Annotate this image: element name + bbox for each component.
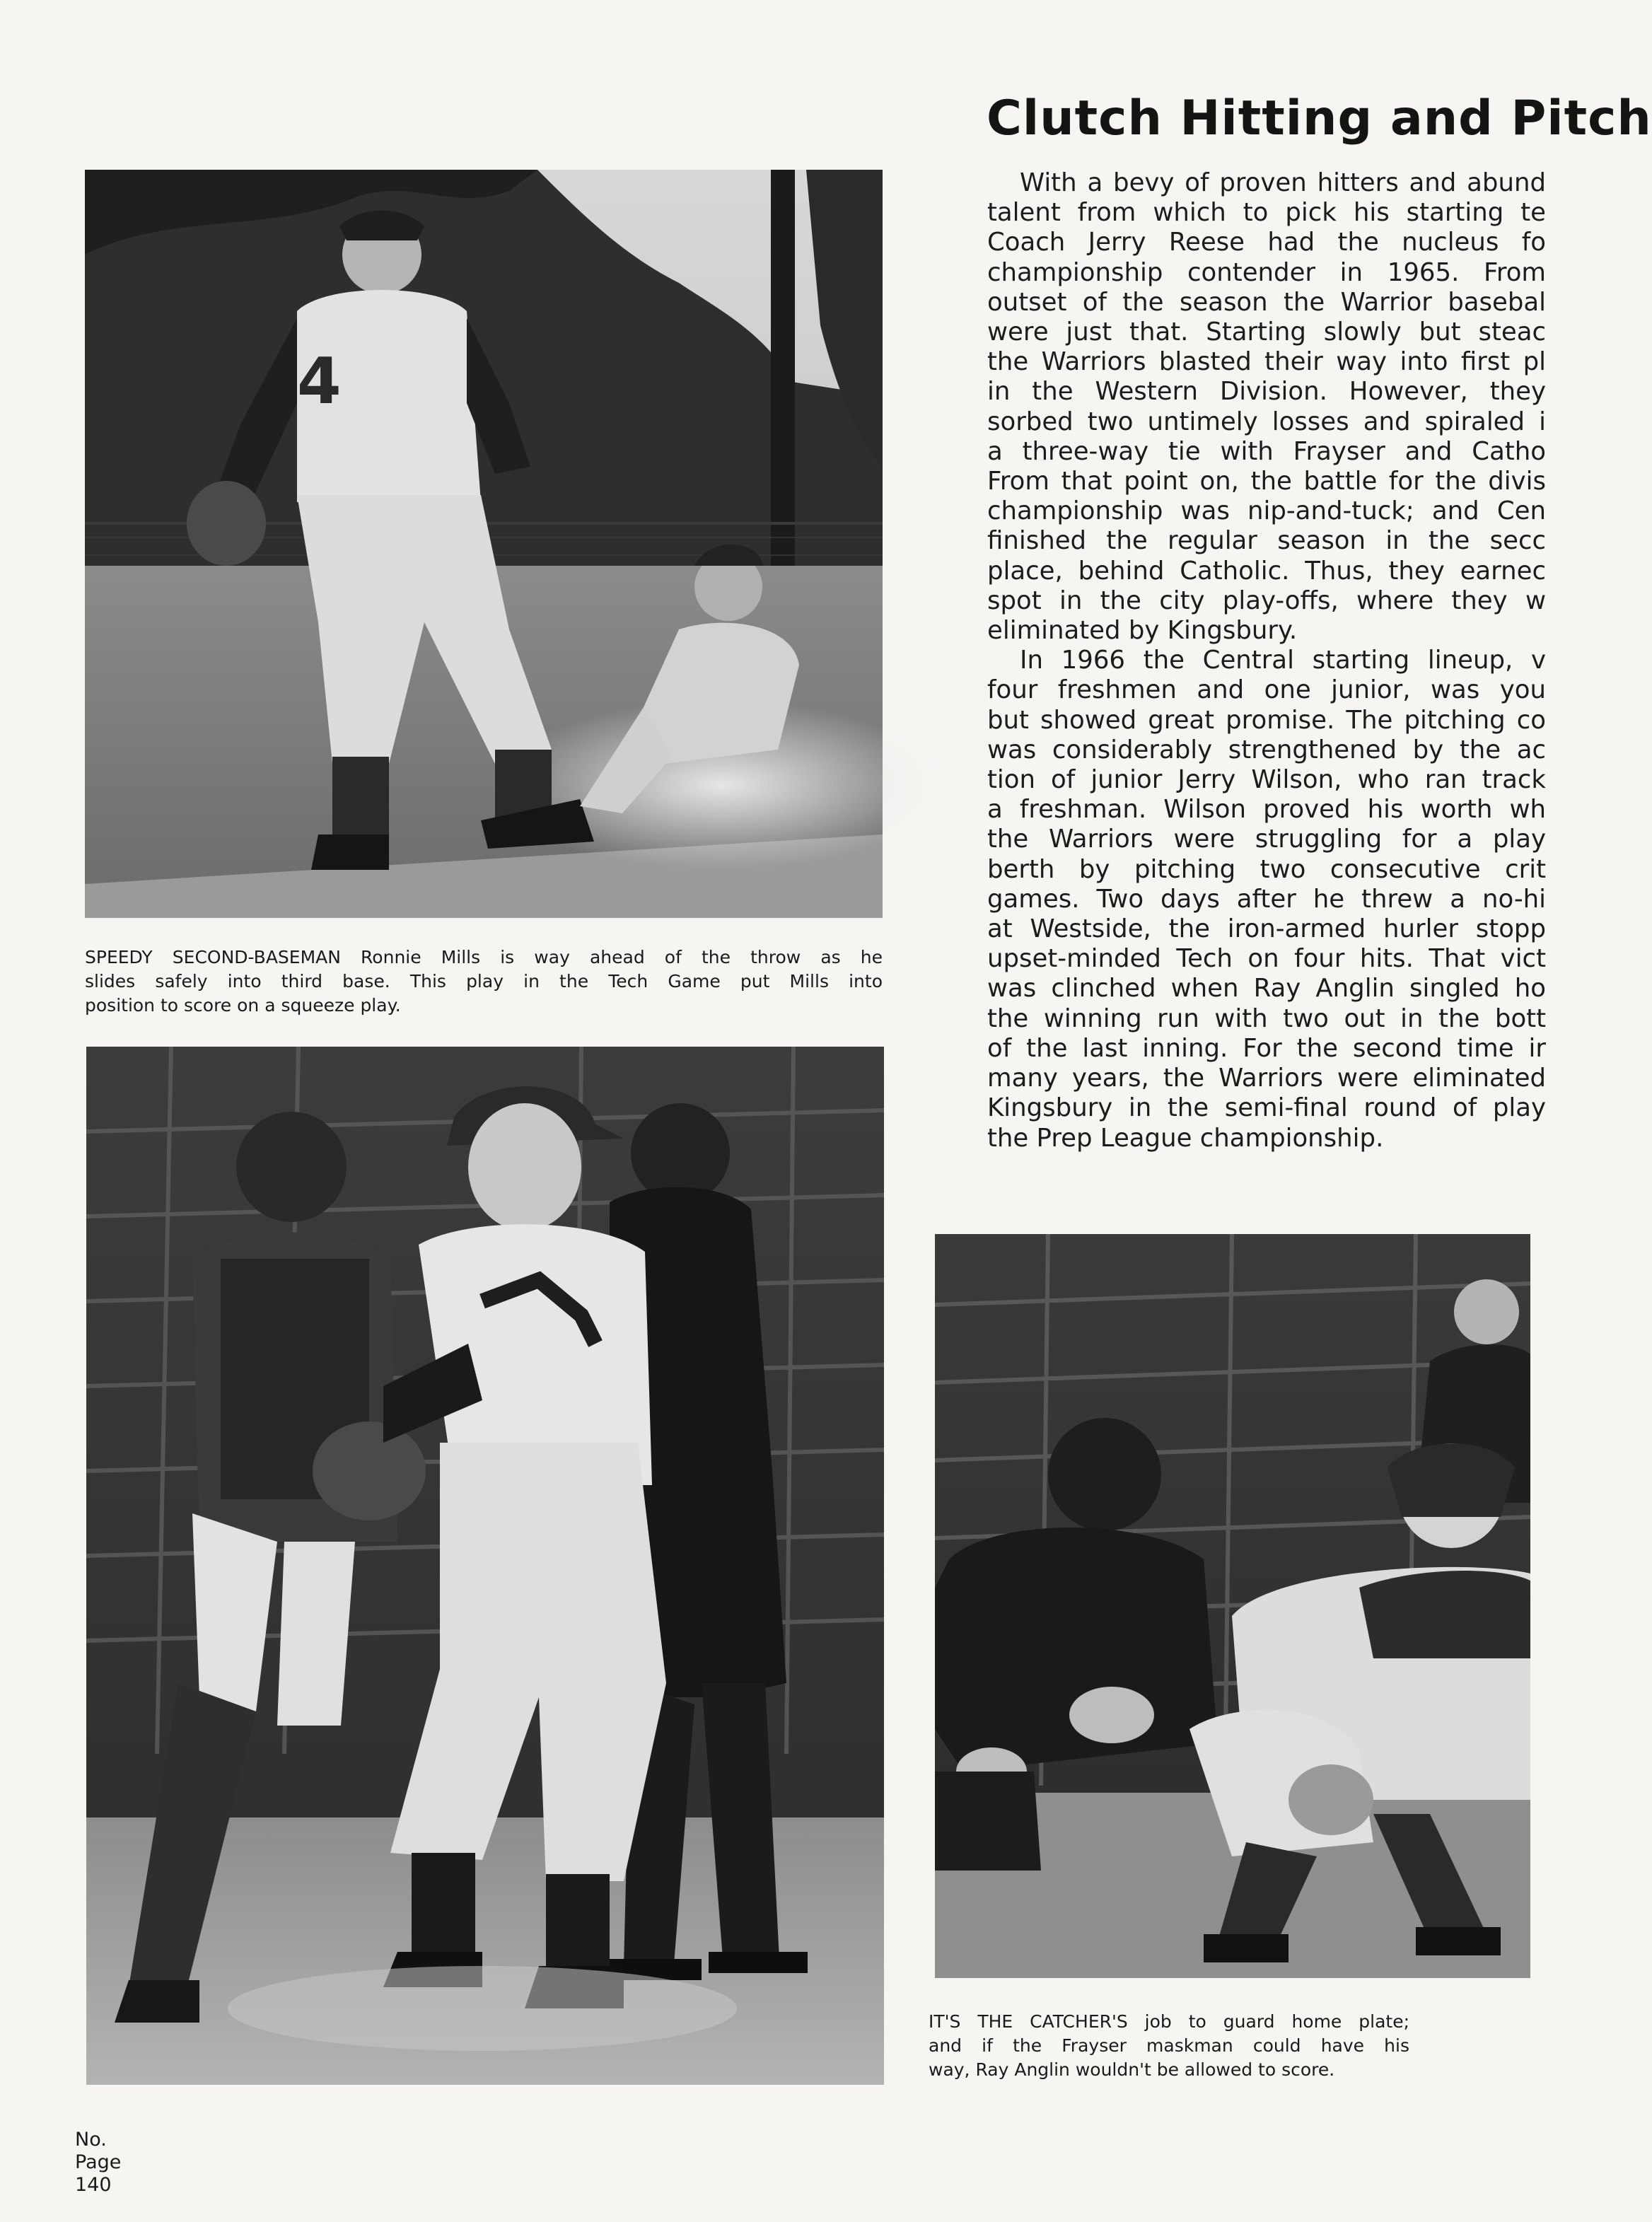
body-line: games. Two days after he threw a no-hi bbox=[987, 884, 1546, 914]
body-line: the winning run with two out in the bott bbox=[987, 1004, 1546, 1033]
body-line: at Westside, the iron-armed hurler stopp bbox=[987, 914, 1546, 944]
caption-line: and if the Frayser maskman could have his bbox=[929, 2035, 1409, 2056]
page-number-value: 140 bbox=[75, 2174, 112, 2196]
caption-line: slides safely into third base. This play in the Tech Game put Mills into bbox=[85, 971, 883, 991]
page-label: Page bbox=[75, 2151, 122, 2173]
article-paragraph-2 bbox=[987, 646, 1546, 1153]
caption-slide-into-third bbox=[85, 946, 883, 1018]
body-line: a three-way tie with Frayser and Catho bbox=[987, 436, 1546, 466]
body-line: four freshmen and one junior, was you bbox=[987, 675, 1546, 705]
body-line: tion of junior Jerry Wilson, who ran track bbox=[987, 765, 1546, 795]
caption-catcher-guarding-plate bbox=[929, 2010, 1409, 2082]
body-line: championship was nip-and-tuck; and Cen bbox=[987, 496, 1546, 526]
body-line: berth by pitching two consecutive crit bbox=[987, 854, 1546, 884]
body-line: spot in the city play-offs, where they w bbox=[987, 586, 1546, 615]
body-line: eliminated by Kingsbury. bbox=[987, 616, 1298, 646]
photo-slide-into-third bbox=[85, 170, 883, 918]
body-line: Coach Jerry Reese had the nucleus fo bbox=[987, 228, 1546, 257]
body-line: upset-minded Tech on four hits. That vict bbox=[987, 944, 1546, 974]
photo-home-plate bbox=[86, 1047, 884, 2085]
body-line: finished the regular season in the secc bbox=[987, 526, 1546, 556]
body-line: a freshman. Wilson proved his worth wh bbox=[987, 795, 1546, 825]
body-line: in the Western Division. However, they bbox=[987, 377, 1546, 407]
caption-line: position to score on a squeeze play. bbox=[85, 995, 401, 1016]
caption-line: way, Ray Anglin wouldn't be allowed to score. bbox=[929, 2059, 1335, 2080]
body-line: championship contender in 1965. From bbox=[987, 257, 1546, 287]
article-headline: Clutch Hitting and Pitch bbox=[987, 91, 1652, 146]
body-line: Kingsbury in the semi-final round of play bbox=[987, 1093, 1546, 1123]
article-paragraph-1 bbox=[987, 168, 1546, 646]
body-line: was considerably strengthened by the ac bbox=[987, 735, 1546, 764]
photo-catcher-guarding-plate bbox=[935, 1234, 1530, 1978]
page-no-label: No. bbox=[75, 2129, 107, 2151]
body-line: the Warriors were struggling for a play bbox=[987, 825, 1546, 854]
body-line: the Prep League championship. bbox=[987, 1123, 1384, 1153]
body-line: of the last inning. For the second time ir bbox=[987, 1033, 1546, 1063]
svg-text:4: 4 bbox=[297, 344, 342, 419]
body-line: sorbed two untimely losses and spiraled i bbox=[987, 407, 1546, 436]
body-line: In 1966 the Central starting lineup, v bbox=[1020, 646, 1546, 675]
caption-line: SPEEDY SECOND-BASEMAN Ronnie Mills is way ahead of the throw as he bbox=[85, 947, 883, 967]
body-line: was clinched when Ray Anglin singled ho bbox=[987, 974, 1546, 1004]
body-line: place, behind Catholic. Thus, they earnec bbox=[987, 556, 1546, 586]
body-line: talent from which to pick his starting te bbox=[987, 198, 1546, 228]
body-line: With a bevy of proven hitters and abund bbox=[1020, 168, 1546, 197]
body-line: outset of the season the Warrior basebal bbox=[987, 287, 1546, 317]
body-line: the Warriors blasted their way into first pl bbox=[987, 347, 1546, 377]
page-number bbox=[75, 2129, 121, 2197]
body-line: but showed great promise. The pitching co bbox=[987, 705, 1546, 735]
article-body bbox=[987, 168, 1546, 1153]
body-line: were just that. Starting slowly but steac bbox=[987, 318, 1546, 347]
body-line: many years, the Warriors were eliminated bbox=[987, 1064, 1546, 1093]
body-line: From that point on, the battle for the divis bbox=[987, 467, 1546, 496]
caption-line: IT'S THE CATCHER'S job to guard home plate; bbox=[929, 2011, 1409, 2032]
